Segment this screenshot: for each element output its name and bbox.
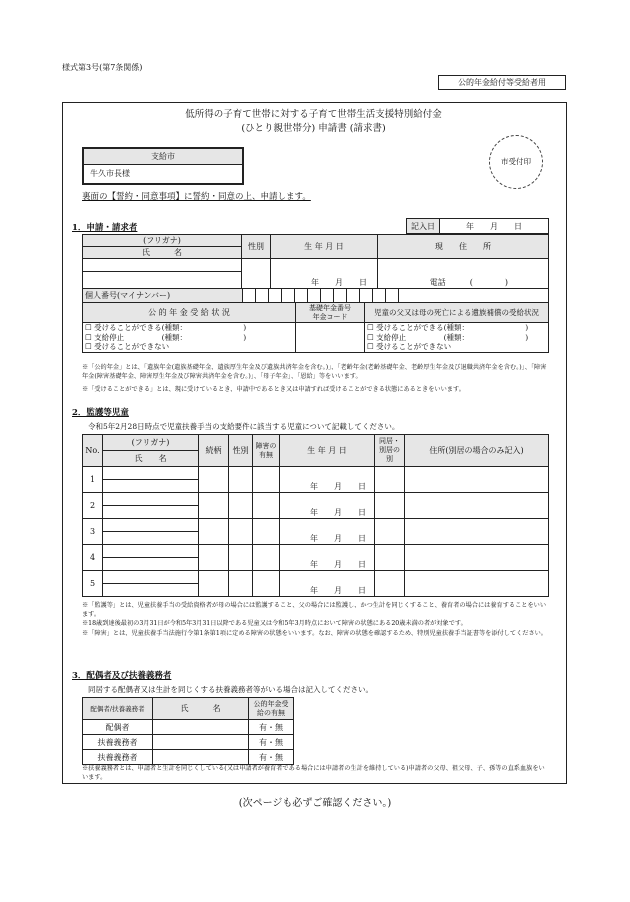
bereaved-options[interactable] xyxy=(365,323,549,353)
section1-title: 1．申請・請求者 xyxy=(72,223,138,233)
bereaved-opt-none[interactable]: ☐ 受けることができない xyxy=(367,342,452,352)
child-name[interactable] xyxy=(103,506,199,519)
bereaved-header: 児童の父又は母の死亡による遺族補償の受給状況 xyxy=(365,303,549,323)
col-dob: 生 年 月 日 xyxy=(280,435,375,467)
address-field[interactable]: 電話 ( ) xyxy=(378,259,549,289)
col-relation: 続柄 xyxy=(199,435,229,467)
col-cohabit: 同居・別居の別 xyxy=(375,435,405,467)
child-name[interactable] xyxy=(103,584,199,597)
child-furigana[interactable] xyxy=(103,493,199,506)
address-header: 現 住 所 xyxy=(378,235,549,259)
s2-note-2: ※18歳到達後最初の3月31日が令和5年3月31日以降である児童又は令和5年3月時点において障害の状態にある20歳未満の者が対象です。 xyxy=(82,620,467,627)
pension-table xyxy=(82,302,549,353)
col-furigana: (フリガナ) xyxy=(103,435,199,451)
row-no: 4 xyxy=(83,545,103,571)
child-dob[interactable]: 年 月 日 xyxy=(280,571,375,597)
child-cohabit[interactable] xyxy=(375,493,405,519)
child-furigana[interactable] xyxy=(103,571,199,584)
child-relation[interactable] xyxy=(199,467,229,493)
child-disability[interactable] xyxy=(253,571,280,597)
title-line-1: 低所得の子育て世帯に対する子育て世帯生活支援特別給付金 xyxy=(185,109,442,120)
name-header: 氏 名 xyxy=(83,247,242,259)
title-line-2: (ひとり親世帯分) 申請書 (請求書) xyxy=(241,123,386,134)
pension-options[interactable] xyxy=(83,323,296,353)
spouse-col-name: 氏 名 xyxy=(153,698,249,720)
s3-note: ※扶養義務者とは、申請者と生計を同じくしている(又は申請者が養育者である場合には申請者の生計を維持している)申請者の父母、祖父母、子、孫等の直系血族をいいます。 xyxy=(82,765,545,781)
s1-note-2: ※「受けることができる」とは、現に受けているとき、申請中であるとき又は申請すれば受けることができる状態にあるときをいいます。 xyxy=(82,386,465,393)
section2-title: 2．監護等児童 xyxy=(72,408,129,418)
s3-intro: 同居する配偶者又は生計を同じくする扶養義務者等がいる場合は記入してください。 xyxy=(88,685,373,694)
child-dob[interactable]: 年 月 日 xyxy=(280,493,375,519)
bereaved-opt-suspended[interactable]: ☐ 支給停止 (種類： ) xyxy=(367,332,529,342)
child-address[interactable] xyxy=(405,467,549,493)
s2-note-3: ※「障害」とは、児童扶養手当法施行令第1条第1項に定める障害の状態をいいます。なお、障害の状態を確認するため、特別児童扶養手当証書等を添付してください。 xyxy=(82,630,547,637)
child-dob[interactable]: 年 月 日 xyxy=(280,545,375,571)
spouse-row-label: 配偶者 xyxy=(83,720,153,735)
col-sex: 性別 xyxy=(229,435,253,467)
child-dob[interactable]: 年 月 日 xyxy=(280,467,375,493)
form-number: 様式第3号(第7条関係) xyxy=(62,63,143,72)
col-address: 住所(別居の場合のみ記入) xyxy=(405,435,549,467)
child-relation[interactable] xyxy=(199,519,229,545)
pension-opt-receivable[interactable]: ☐ 受けることができる(種類： ) xyxy=(85,323,247,333)
s2-note-1: ※「監護等」とは、児童扶養手当の受給資格者が母の場合には監護すること、父の場合には監護し、かつ生計を同じくすること、養育者の場合には養育することをいいます。 xyxy=(82,602,547,618)
row-no: 5 xyxy=(83,571,103,597)
child-address[interactable] xyxy=(405,493,549,519)
footer-note: (次ページも必ずご確認ください。) xyxy=(238,798,392,809)
child-name[interactable] xyxy=(103,480,199,493)
child-disability[interactable] xyxy=(253,519,280,545)
furigana-field[interactable] xyxy=(83,259,242,272)
row-no: 2 xyxy=(83,493,103,519)
child-sex[interactable] xyxy=(229,545,253,571)
dependent-row-label: 扶養義務者 xyxy=(83,750,153,765)
dob-field[interactable]: 年 月 日 xyxy=(271,259,378,289)
dependent-name-field[interactable] xyxy=(153,735,249,750)
entry-date-label: 記入日 xyxy=(407,219,440,234)
col-no: No. xyxy=(83,435,103,467)
pension-opt-suspended[interactable]: ☐ 支給停止 (種類： ) xyxy=(85,332,247,342)
spouse-pension-yn[interactable]: 有・無 xyxy=(249,720,294,735)
child-relation[interactable] xyxy=(199,493,229,519)
spouse-name-field[interactable] xyxy=(153,720,249,735)
city-value: 牛久市長様 xyxy=(90,169,130,178)
furigana-header: (フリガナ) xyxy=(83,235,242,247)
child-cohabit[interactable] xyxy=(375,467,405,493)
city-header: 支給市 xyxy=(84,149,242,165)
section3-title: 3．配偶者及び扶養義務者 xyxy=(72,671,172,681)
child-cohabit[interactable] xyxy=(375,545,405,571)
child-furigana[interactable] xyxy=(103,467,199,480)
child-sex[interactable] xyxy=(229,467,253,493)
child-furigana[interactable] xyxy=(103,545,199,558)
city-box xyxy=(82,147,244,185)
entry-date-table xyxy=(406,218,549,234)
spouse-col-pension: 公的年金受給の有無 xyxy=(249,698,294,720)
dob-header: 生 年 月 日 xyxy=(271,235,378,259)
child-cohabit[interactable] xyxy=(375,571,405,597)
entry-date-field[interactable]: 年 月 日 xyxy=(440,219,549,234)
s2-intro: 令和5年2月28日時点で児童扶養手当の支給要件に該当する児童について記載してください。 xyxy=(88,422,400,431)
basic-code-header: 基礎年金番号 年金コード xyxy=(296,303,365,323)
child-sex[interactable] xyxy=(229,493,253,519)
child-dob[interactable]: 年 月 日 xyxy=(280,519,375,545)
child-cohabit[interactable] xyxy=(375,519,405,545)
form-title xyxy=(62,108,565,136)
child-disability[interactable] xyxy=(253,467,280,493)
child-name[interactable] xyxy=(103,558,199,571)
child-relation[interactable] xyxy=(199,571,229,597)
child-disability[interactable] xyxy=(253,545,280,571)
child-disability[interactable] xyxy=(253,493,280,519)
children-table xyxy=(82,434,549,597)
pension-status-header: 公 的 年 金 受 給 状 況 xyxy=(83,303,296,323)
spouse-table xyxy=(82,697,294,765)
bereaved-opt-receivable[interactable]: ☐ 受けることができる(種類： ) xyxy=(367,323,529,333)
col-disability: 障害の有無 xyxy=(253,435,280,467)
sex-header: 性別 xyxy=(242,235,271,259)
basic-code-field[interactable] xyxy=(296,323,365,353)
child-address[interactable] xyxy=(405,519,549,545)
col-name: 氏 名 xyxy=(103,451,199,467)
dependent-pension-yn[interactable]: 有・無 xyxy=(249,735,294,750)
mynumber-field[interactable] xyxy=(242,289,549,303)
dependent-name-field[interactable] xyxy=(153,750,249,765)
s1-note-1: ※「公的年金」とは、「遺族年金(遺族基礎年金、遺族厚生年金及び遺族共済年金を含む。)」、「老齢年金(老齢基礎年金、老齢厚生年金及び退職共済年金を含む。)」、「障害年金(障害基礎年金、障害厚生年金及び障害共済年金を含む。)」、「母子年金」、「恩給」等をいいます。 xyxy=(82,364,547,380)
child-sex[interactable] xyxy=(229,519,253,545)
dependent-pension-yn[interactable]: 有・無 xyxy=(249,750,294,765)
spouse-col-type: 配偶者/扶養義務者 xyxy=(83,698,153,720)
child-name[interactable] xyxy=(103,532,199,545)
child-address[interactable] xyxy=(405,571,549,597)
child-furigana[interactable] xyxy=(103,519,199,532)
row-no: 3 xyxy=(83,519,103,545)
child-sex[interactable] xyxy=(229,571,253,597)
dependent-row-label: 扶養義務者 xyxy=(83,735,153,750)
name-field[interactable] xyxy=(83,272,242,289)
reception-stamp: 市受付印 xyxy=(489,135,543,189)
child-relation[interactable] xyxy=(199,545,229,571)
applicant-table xyxy=(82,234,549,303)
child-address[interactable] xyxy=(405,545,549,571)
user-type-badge: 公的年金給付等受給者用 xyxy=(438,75,566,90)
mynumber-header: 個人番号(マイナンバー) xyxy=(83,289,242,303)
pension-opt-none[interactable]: ☐ 受けることができない xyxy=(85,342,170,352)
row-no: 1 xyxy=(83,467,103,493)
sex-field[interactable] xyxy=(242,259,271,289)
pledge-text: 裏面の【誓約・同意事項】に誓約・同意の上、申請します。 xyxy=(82,192,311,202)
